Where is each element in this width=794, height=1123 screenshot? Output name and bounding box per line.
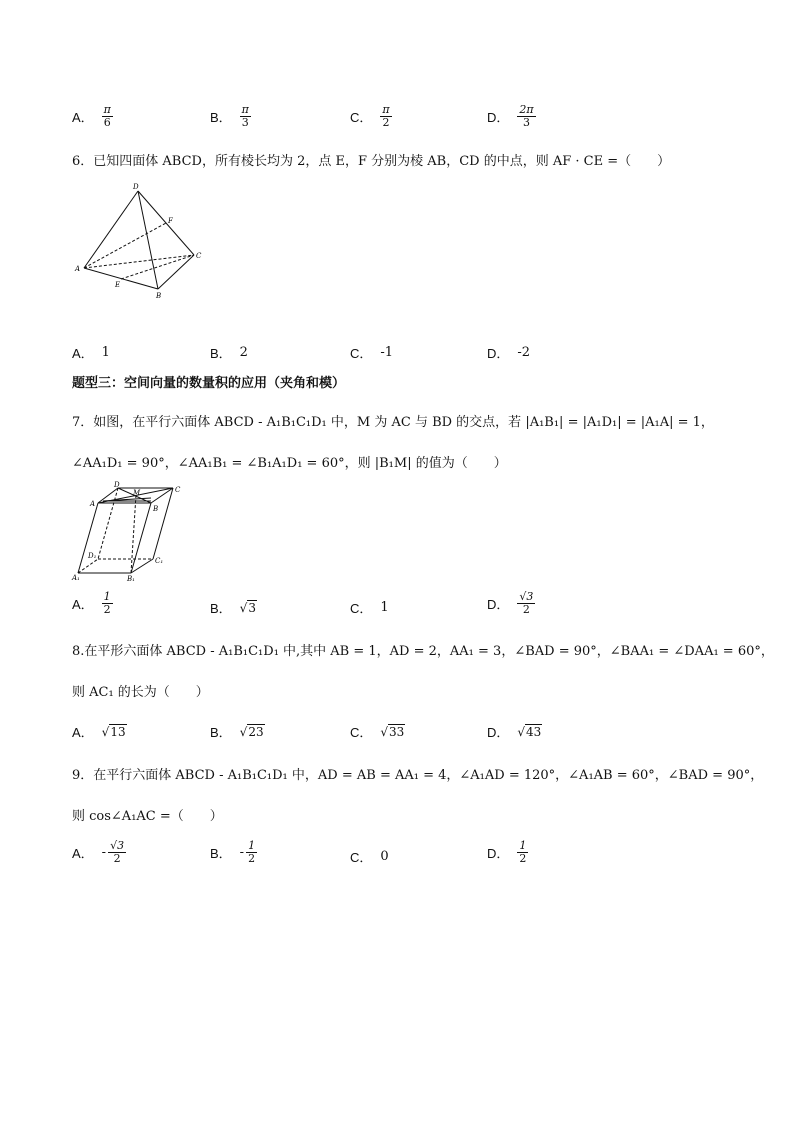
section-heading: 题型三：空间向量的数量积的应用（夹角和模）: [72, 376, 346, 391]
option-label: A．: [72, 346, 94, 361]
square-root: √3: [239, 600, 256, 615]
q8-line2: 则 AC₁ 的长为（ ）: [72, 685, 209, 700]
q7-line2: ∠AA₁D₁ = 90°，∠AA₁B₁ = ∠B₁A₁D₁ = 60°，则 |B₁M| 的值为（ ）: [72, 456, 507, 471]
q8-option-a: [72, 722, 127, 741]
q5-option-a: [72, 104, 113, 129]
option-label: B．: [210, 725, 232, 740]
q8-option-c: [350, 722, 405, 741]
square-root: √13: [101, 724, 126, 739]
label-e: E: [115, 281, 121, 289]
q8-option-b: [210, 722, 265, 741]
fraction: $\frac{1}{2}$: [519, 839, 527, 865]
parallelepiped-figure: [70, 481, 190, 583]
option-label: A．: [72, 725, 94, 740]
q9-option-d: [487, 840, 528, 865]
fraction: $\frac{1}{2}$: [103, 590, 111, 616]
option-label: C．: [350, 346, 373, 361]
fraction: $\frac{√3}{2}$: [110, 839, 125, 865]
label-b: B: [156, 292, 162, 300]
q7-option-d: [487, 591, 535, 616]
q5-option-c: [350, 104, 392, 129]
q7-option-b: [210, 598, 257, 617]
square-root: √43: [517, 724, 542, 739]
label-a: A: [75, 265, 81, 273]
option-value: -2: [517, 345, 531, 360]
label-f: F: [168, 217, 173, 225]
option-value: 2: [239, 345, 248, 360]
option-label: A．: [72, 597, 94, 612]
q9-option-a: [72, 840, 126, 865]
option-label: C．: [350, 725, 373, 740]
square-root: √33: [380, 724, 405, 739]
q9-option-b: [210, 840, 257, 865]
label-m: M: [133, 489, 141, 497]
option-value: 1: [101, 345, 110, 360]
q6-text: 6．已知四面体 ABCD，所有棱长均为 2，点 E，F 分别为棱 AB，CD 的中点，则 AF · CE =（ ）: [72, 154, 671, 169]
fraction: $\frac{\pi}{3}$: [241, 103, 249, 129]
fraction: $\frac{1}{2}$: [248, 839, 256, 865]
option-value: 0: [380, 849, 389, 864]
option-value: 1: [380, 600, 389, 615]
q9-option-c: [350, 847, 389, 866]
option-label: D．: [487, 597, 510, 612]
fraction: $\frac{\pi}{6}$: [103, 103, 111, 129]
label-d1: D₁: [88, 552, 97, 560]
q6-option-b: [210, 343, 248, 362]
label-a: A: [90, 500, 96, 508]
option-value: -1: [380, 345, 394, 360]
tetrahedron-figure: [70, 183, 210, 303]
label-c: C: [196, 252, 202, 260]
option-label: D．: [487, 346, 510, 361]
option-label: D．: [487, 725, 510, 740]
q5-option-d: [487, 104, 536, 129]
option-label: A．: [72, 846, 94, 861]
option-label: B．: [210, 846, 232, 861]
q9-line1: 9．在平行六面体 ABCD - A₁B₁C₁D₁ 中，AD = AB = AA₁ = 4，∠A₁AD = 120°，∠A₁AB = 60°，∠BAD = 90°，: [72, 768, 764, 783]
label-a1: A₁: [72, 574, 80, 582]
label-c: C: [175, 486, 181, 494]
option-label: A．: [72, 110, 94, 125]
option-label: C．: [350, 601, 373, 616]
square-root: √23: [239, 724, 264, 739]
q8-option-d: [487, 722, 542, 741]
fraction: $\frac{\pi}{2}$: [382, 103, 390, 129]
label-b1: B₁: [127, 575, 135, 583]
q6-option-a: [72, 343, 110, 362]
option-label: C．: [350, 110, 373, 125]
q6-option-c: [350, 343, 393, 362]
fraction: $\frac{2\pi}{3}$: [519, 103, 534, 129]
q7-line1: 7．如图，在平行六面体 ABCD - A₁B₁C₁D₁ 中，M 为 AC 与 BD 的交点，若 |A₁B₁| = |A₁D₁| = |A₁A| = 1，: [72, 415, 714, 430]
q7-option-c: [350, 598, 389, 617]
label-c1: C₁: [155, 557, 164, 565]
q5-option-b: [210, 104, 251, 129]
option-label: D．: [487, 846, 510, 861]
fraction: $\frac{√3}{2}$: [519, 590, 534, 616]
label-d: D: [114, 481, 120, 489]
q6-option-d: [487, 343, 530, 362]
option-label: B．: [210, 110, 232, 125]
label-d: D: [133, 183, 139, 191]
option-label: B．: [210, 346, 232, 361]
q9-line2: 则 cos∠A₁AC =（ ）: [72, 809, 223, 824]
minus-sign: -: [101, 845, 107, 860]
q7-option-a: [72, 591, 113, 616]
option-label: D．: [487, 110, 510, 125]
q8-line1: 8.在平形六面体 ABCD - A₁B₁C₁D₁ 中,其中 AB = 1，AD = 2，AA₁ = 3，∠BAD = 90°，∠BAA₁ = ∠DAA₁ = 60°，: [72, 644, 774, 659]
option-label: C．: [350, 850, 373, 865]
option-label: B．: [210, 601, 232, 616]
minus-sign: -: [239, 845, 245, 860]
label-b: B: [153, 505, 159, 513]
